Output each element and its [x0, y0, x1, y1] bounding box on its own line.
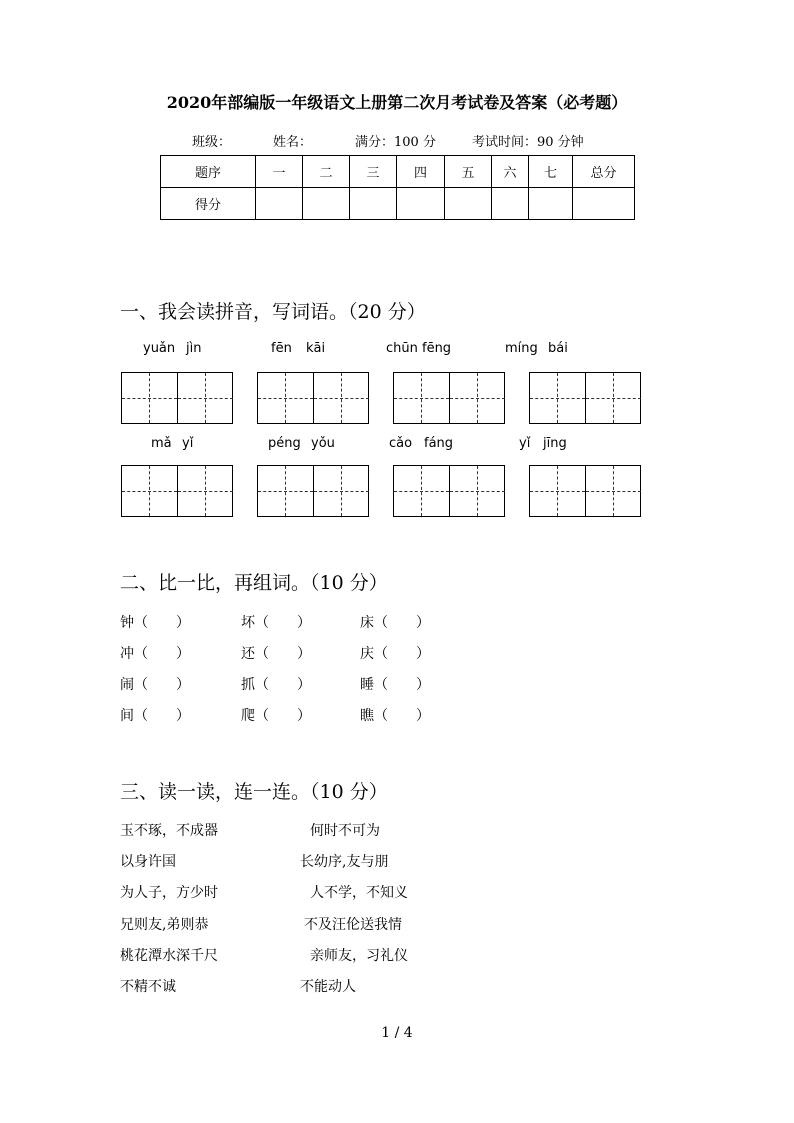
- pinyin-label: bái: [548, 341, 568, 356]
- score-cell[interactable]: [256, 188, 303, 220]
- pinyin-label: jìn: [186, 341, 202, 356]
- match-left-item[interactable]: 玉不琢，不成器: [120, 823, 218, 839]
- score-header-cell: 六: [492, 156, 529, 188]
- exam-title: 2020年部编版一年级语文上册第二次月考试卷及答案（必考题）: [166, 93, 628, 112]
- tianzige-box[interactable]: [121, 372, 233, 424]
- compare-item[interactable]: 床（ ）: [360, 615, 430, 631]
- match-right-item[interactable]: 不能动人: [300, 979, 356, 995]
- match-left-item[interactable]: 以身许国: [120, 854, 176, 870]
- tianzige-box[interactable]: [393, 372, 505, 424]
- tianzige-box[interactable]: [529, 372, 641, 424]
- score-cell[interactable]: [573, 188, 635, 220]
- pinyin-label: fáng: [424, 436, 454, 451]
- pinyin-label: yǐ: [519, 436, 531, 451]
- pinyin-label: yǐ: [182, 436, 194, 451]
- tianzige-box[interactable]: [257, 372, 369, 424]
- compare-item[interactable]: 还（ ）: [241, 646, 311, 662]
- pinyin-label: chūn fēng: [386, 341, 452, 356]
- pinyin-label: yǒu: [311, 436, 335, 451]
- tianzige-box[interactable]: [257, 465, 369, 517]
- score-header-cell: 七: [529, 156, 573, 188]
- compare-item[interactable]: 抓（ ）: [241, 677, 311, 693]
- score-table-header-row: [161, 156, 635, 188]
- score-cell[interactable]: [303, 188, 350, 220]
- match-left-item[interactable]: 兄则友,弟则恭: [120, 917, 209, 933]
- score-header-cell: 五: [445, 156, 492, 188]
- section1-heading: 一、我会读拼音，写词语。（20 分）: [120, 301, 426, 323]
- compare-item[interactable]: 间（ ）: [120, 708, 190, 724]
- compare-item[interactable]: 钟（ ）: [120, 615, 190, 631]
- score-header-cell: 题序: [161, 156, 256, 188]
- match-right-item[interactable]: 长幼序,友与朋: [300, 854, 389, 870]
- score-cell[interactable]: [397, 188, 445, 220]
- name-label: 姓名：: [273, 135, 313, 150]
- pinyin-label: míng: [505, 341, 538, 356]
- exam-time: 考试时间：90 分钟: [472, 135, 584, 150]
- score-header-cell: 一: [256, 156, 303, 188]
- compare-item[interactable]: 庆（ ）: [360, 646, 430, 662]
- score-header-cell: 总分: [573, 156, 635, 188]
- tianzige-box[interactable]: [121, 465, 233, 517]
- section2-heading: 二、比一比，再组词。（10 分）: [120, 572, 388, 594]
- match-left-item[interactable]: 桃花潭水深千尺: [120, 948, 218, 964]
- pinyin-label: cǎo: [389, 436, 413, 451]
- compare-item[interactable]: 冲（ ）: [120, 646, 190, 662]
- score-header-cell: 二: [303, 156, 350, 188]
- compare-item[interactable]: 坏（ ）: [241, 615, 311, 631]
- score-cell[interactable]: [350, 188, 397, 220]
- match-right-item[interactable]: 何时不可为: [310, 823, 380, 839]
- score-cell[interactable]: [445, 188, 492, 220]
- match-right-item[interactable]: 不及汪伦送我情: [304, 917, 402, 933]
- tianzige-box[interactable]: [529, 465, 641, 517]
- score-row-label: 得分: [161, 188, 256, 220]
- score-table: [160, 155, 635, 220]
- pinyin-label: kāi: [306, 341, 326, 356]
- score-header-cell: 四: [397, 156, 445, 188]
- pinyin-label: jīng: [543, 436, 567, 451]
- compare-item[interactable]: 瞧（ ）: [360, 708, 430, 724]
- full-score: 满分：100 分: [355, 135, 436, 150]
- score-table-score-row: [161, 188, 635, 220]
- match-right-item[interactable]: 亲师友，习礼仪: [310, 948, 408, 964]
- compare-item[interactable]: 闹（ ）: [120, 677, 190, 693]
- pinyin-label: fēn: [271, 341, 292, 356]
- pinyin-label: yuǎn: [143, 341, 176, 356]
- tianzige-box[interactable]: [393, 465, 505, 517]
- score-header-cell: 三: [350, 156, 397, 188]
- page-number: 1 / 4: [381, 1025, 413, 1041]
- score-cell[interactable]: [492, 188, 529, 220]
- pinyin-label: mǎ: [151, 436, 172, 451]
- class-label: 班级：: [192, 135, 232, 150]
- pinyin-label: péng: [268, 436, 301, 451]
- section3-heading: 三、读一读，连一连。（10 分）: [120, 781, 388, 803]
- compare-item[interactable]: 爬（ ）: [241, 708, 311, 724]
- match-left-item[interactable]: 为人子，方少时: [120, 885, 218, 901]
- score-cell[interactable]: [529, 188, 573, 220]
- match-left-item[interactable]: 不精不诚: [120, 979, 176, 995]
- compare-item[interactable]: 睡（ ）: [360, 677, 430, 693]
- match-right-item[interactable]: 人不学，不知义: [310, 885, 408, 901]
